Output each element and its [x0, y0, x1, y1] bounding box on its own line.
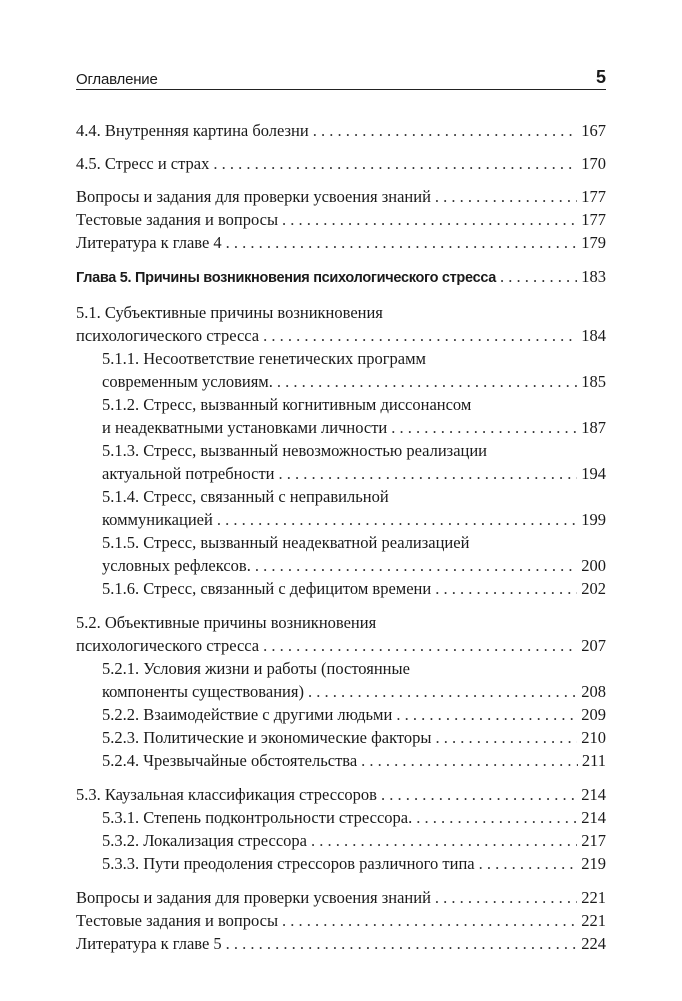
toc-entry-title-line: актуальной потребности [102, 464, 275, 483]
toc-page-number: 214 [581, 808, 606, 827]
toc-page-number: 194 [581, 464, 606, 483]
toc-entry-questions-4[interactable] [76, 185, 606, 208]
page-number: 5 [595, 67, 606, 87]
toc-entry-title-line: 5.1.5. Стресс, вызванный неадекватной реализацией [102, 533, 470, 552]
toc-entry-title: 5.3. Каузальная классификация стрессоров [76, 785, 377, 804]
table-of-contents [76, 119, 606, 955]
toc-page-number: 211 [581, 751, 606, 770]
toc-page-number: 187 [581, 418, 606, 437]
toc-entry-4-5[interactable] [76, 152, 606, 175]
toc-page-number: 207 [581, 636, 606, 655]
header-title: Оглавление [76, 71, 158, 88]
dot-leader [396, 703, 577, 726]
toc-entry-title-line: психологического стресса [76, 636, 260, 655]
dot-leader [435, 577, 577, 600]
toc-page-number: 184 [581, 326, 606, 345]
toc-entry-5-3[interactable] [76, 783, 606, 806]
dot-leader [308, 680, 577, 703]
toc-entry-title-line: компоненты существования) [102, 682, 304, 701]
toc-page-number: 208 [581, 682, 606, 701]
header-divider [76, 89, 606, 90]
toc-entry-title: Вопросы и задания для проверки усвоения знаний [76, 187, 431, 206]
toc-entry-title: Тестовые задания и вопросы [76, 210, 279, 229]
toc-entry-title: Тестовые задания и вопросы [76, 911, 279, 930]
toc-entry-title: 4.4. Внутренняя картина болезни [76, 121, 309, 140]
toc-page-number: 202 [581, 579, 606, 598]
toc-entry-title-line: 5.1. Субъективные причины возникновения [76, 303, 383, 322]
toc-entry-title-line: 5.1.3. Стресс, вызванный невозможностью реализации [102, 441, 488, 460]
toc-entry-5-1-2[interactable] [76, 393, 606, 439]
toc-entry-title-line: 5.1.4. Стресс, связанный с неправильной [102, 487, 389, 506]
toc-chapter-5[interactable] [76, 265, 606, 290]
toc-page-number: 209 [581, 705, 606, 724]
toc-entry-title: 5.2.2. Взаимодействие с другими людьми [102, 705, 393, 724]
toc-entry-5-3-3[interactable] [76, 852, 606, 875]
toc-entry-title: Литература к главе 4 [76, 233, 222, 252]
toc-entry-5-2-3[interactable] [76, 726, 606, 749]
dot-leader [277, 370, 577, 393]
toc-entry-4-4[interactable] [76, 119, 606, 142]
toc-entry-5-1-6[interactable] [76, 577, 606, 600]
toc-entry-5-2-4[interactable] [76, 749, 606, 772]
toc-entry-title: 5.3.2. Локализация стрессора [102, 831, 307, 850]
running-header [76, 62, 606, 88]
dot-leader [217, 508, 577, 531]
toc-entry-title-line: современным условиям. [102, 372, 273, 391]
toc-page-number: 177 [581, 210, 606, 229]
toc-page-number: 183 [581, 267, 606, 286]
toc-entry-title-line: условных рефлексов. [102, 556, 251, 575]
toc-entry-title: Литература к главе 5 [76, 934, 222, 953]
toc-page-number: 185 [581, 372, 606, 391]
toc-entry-literature-4[interactable] [76, 231, 606, 254]
dot-leader [282, 208, 577, 231]
toc-page-number: 179 [581, 233, 606, 252]
dot-leader [500, 265, 577, 288]
toc-entry-5-1-3[interactable] [76, 439, 606, 485]
toc-entry-title: 5.1.6. Стресс, связанный с дефицитом времени [102, 579, 432, 598]
toc-page-number: 199 [581, 510, 606, 529]
toc-entry-5-2[interactable] [76, 611, 606, 657]
dot-leader [279, 462, 578, 485]
dot-leader [381, 783, 577, 806]
toc-entry-title-line: 5.2. Объективные причины возникновения [76, 613, 377, 632]
toc-entry-5-2-2[interactable] [76, 703, 606, 726]
toc-page-number: 224 [581, 934, 606, 953]
toc-entry-title-line: 5.1.2. Стресс, вызванный когнитивным диссонансом [102, 395, 472, 414]
toc-entry-literature-5[interactable] [76, 932, 606, 955]
toc-page-number: 200 [581, 556, 606, 575]
dot-leader [435, 886, 577, 909]
toc-page-number: 219 [581, 854, 606, 873]
toc-entry-title-line: и неадекватными установками личности [102, 418, 388, 437]
toc-entry-tests-4[interactable] [76, 208, 606, 231]
toc-page-number: 221 [581, 888, 606, 907]
toc-entry-title-line: коммуникацией [102, 510, 213, 529]
toc-page-number: 167 [581, 121, 606, 140]
dot-leader [361, 749, 578, 772]
toc-entry-title: 5.2.3. Политические и экономические факторы [102, 728, 432, 747]
dot-leader [416, 806, 577, 829]
toc-entry-title-line: 5.1.1. Несоответствие генетических программ [102, 349, 426, 368]
toc-entry-5-1-1[interactable] [76, 347, 606, 393]
dot-leader [255, 554, 577, 577]
toc-entry-5-3-1[interactable] [76, 806, 606, 829]
toc-entry-title: Вопросы и задания для проверки усвоения знаний [76, 888, 431, 907]
dot-leader [391, 416, 577, 439]
toc-entry-questions-5[interactable] [76, 886, 606, 909]
dot-leader [313, 119, 578, 142]
dot-leader [436, 726, 578, 749]
dot-leader [263, 324, 577, 347]
toc-entry-title-line: 5.2.1. Условия жизни и работы (постоянные [102, 659, 410, 678]
toc-page-number: 177 [581, 187, 606, 206]
toc-entry-title: 4.5. Стресс и страх [76, 154, 210, 173]
dot-leader [213, 152, 577, 175]
toc-entry-5-1[interactable] [76, 301, 606, 347]
toc-entry-5-3-2[interactable] [76, 829, 606, 852]
toc-entry-title-line: психологического стресса [76, 326, 260, 345]
dot-leader [226, 932, 578, 955]
dot-leader [263, 634, 577, 657]
toc-entry-title: 5.3.3. Пути преодоления стрессоров различного типа [102, 854, 475, 873]
toc-page-number: 170 [581, 154, 606, 173]
toc-page-number: 214 [581, 785, 606, 804]
dot-leader [435, 185, 577, 208]
toc-page-number: 221 [581, 911, 606, 930]
dot-leader [282, 909, 577, 932]
dot-leader [311, 829, 577, 852]
toc-entry-title: 5.2.4. Чрезвычайные обстоятельства [102, 751, 358, 770]
toc-entry-title: 5.3.1. Степень подконтрольности стрессора. [102, 808, 413, 827]
chapter-title: Глава 5. Причины возникновения психологического стресса [76, 270, 497, 286]
toc-entry-5-2-1[interactable] [76, 657, 606, 703]
dot-leader [479, 852, 578, 875]
dot-leader [226, 231, 578, 254]
toc-page-number: 217 [581, 831, 606, 850]
toc-entry-tests-5[interactable] [76, 909, 606, 932]
toc-page-number: 210 [581, 728, 606, 747]
toc-entry-5-1-4[interactable] [76, 485, 606, 531]
toc-entry-5-1-5[interactable] [76, 531, 606, 577]
